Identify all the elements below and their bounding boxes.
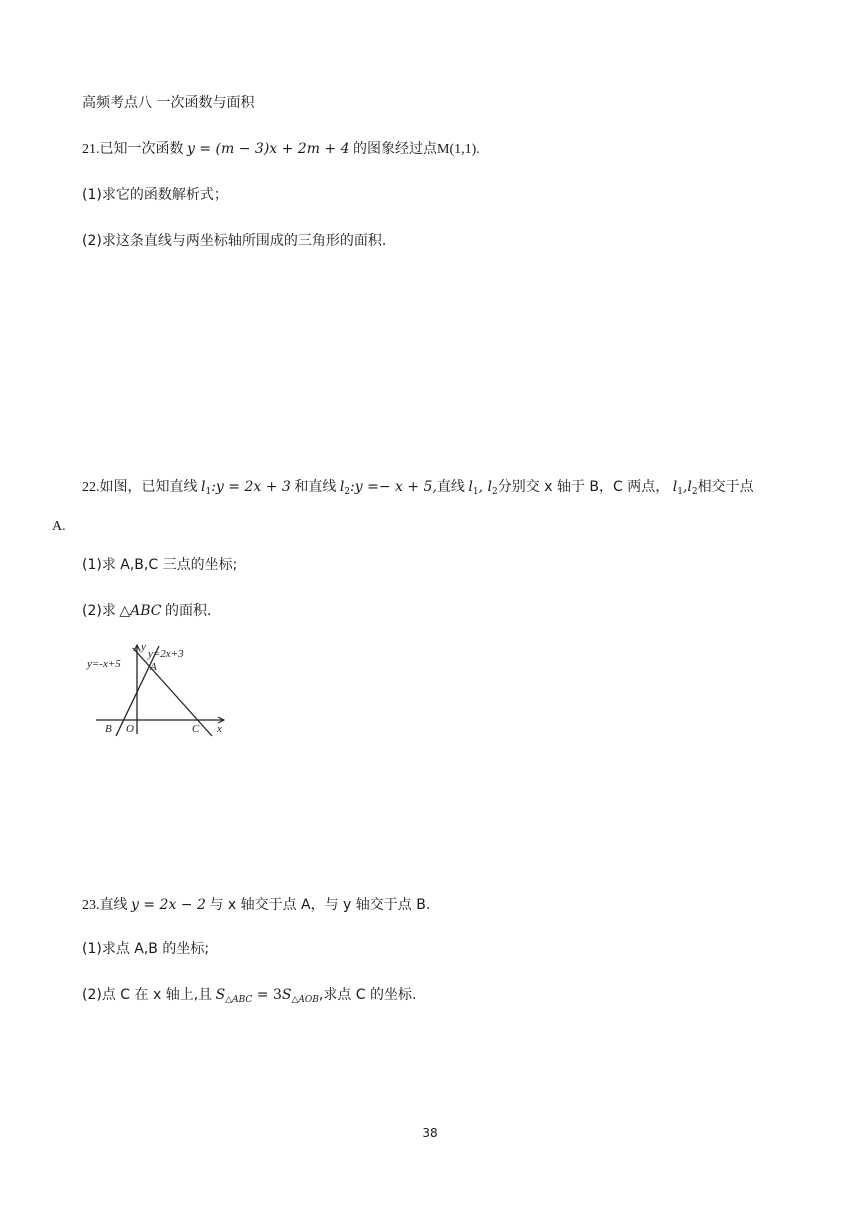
q22-part-2-text-b: 的面积. — [165, 603, 212, 619]
q22-text-3: 直线 — [436, 479, 465, 495]
page-number: 38 — [422, 1126, 438, 1140]
label-C: C — [192, 723, 200, 735]
q22-number: 22. — [82, 480, 100, 495]
label-line1: y=2x+3 — [148, 648, 184, 660]
label-A: A — [150, 661, 157, 673]
q23-area-expression: $S_{\triangle ABC} = 3S_{\triangle AOB}$ — [215, 987, 319, 1005]
q22-stem — [82, 478, 754, 501]
q21-part-1: (1)求它的函数解析式； — [82, 187, 228, 203]
q22-text-1: 如图，已知直线 — [99, 479, 198, 495]
line-l2 — [133, 648, 212, 736]
q23-part-2-text-b: ,求点 C 的坐标. — [318, 987, 417, 1003]
q23-part-1: (1)求点 A,B 的坐标; — [82, 941, 210, 957]
q22-text-2: 和直线 — [294, 479, 337, 495]
q21-text-2: 的图象经过点 — [353, 141, 438, 157]
q22-lines-ref-1: $l_1$, $l_2$ — [468, 479, 498, 497]
q21-text-1: 已知一次函数 — [99, 141, 184, 157]
q23-text-2: 与 x 轴交于点 A，与 y 轴交于点 B. — [209, 897, 431, 913]
q23-part-2 — [82, 986, 416, 1009]
triangle-symbol: △ — [119, 603, 131, 619]
q21-stem — [82, 140, 480, 159]
q21-equation: y = (m − 3)x + 2m + 4 — [187, 141, 350, 157]
q23-stem — [82, 896, 430, 915]
q22-text-4: 分别交 x 轴于 B，C 两点， — [497, 479, 670, 495]
label-O: O — [126, 723, 134, 735]
q22-text-5: 相交于点 — [697, 479, 754, 495]
q22-line1-name: $l_1:y = 2x + 3$ — [201, 479, 291, 497]
q21-part-2: (2)求这条直线与两坐标轴所围成的三角形的面积. — [82, 233, 387, 249]
q22-stem-cont: A. — [52, 519, 66, 534]
q22-line2-name: $l_2:y =- x + 5$, — [339, 479, 437, 497]
q23-number: 23. — [82, 898, 100, 913]
label-B: B — [105, 723, 112, 735]
q22-part-2-text-a: (2)求 — [82, 603, 116, 619]
section-title: 高频考点八 一次函数与面积 — [82, 95, 255, 111]
q21-number: 21. — [82, 142, 100, 157]
label-line2: y=-x+5 — [87, 658, 121, 670]
q23-text-1: 直线 — [99, 897, 128, 913]
label-y: y — [141, 641, 146, 653]
triangle-name: ABC — [130, 603, 162, 619]
q23-part-2-text-a: (2)点 C 在 x 轴上,且 — [82, 987, 213, 1003]
label-x: x — [217, 723, 222, 735]
q23-equation: y = 2x − 2 — [131, 897, 206, 913]
q22-part-1: (1)求 A,B,C 三点的坐标; — [82, 557, 238, 573]
q22-figure — [86, 640, 236, 740]
q22-part-2 — [82, 602, 211, 621]
q21-point: M(1,1). — [437, 142, 480, 157]
q22-lines-ref-2: $l_1,l_2$ — [672, 479, 698, 497]
